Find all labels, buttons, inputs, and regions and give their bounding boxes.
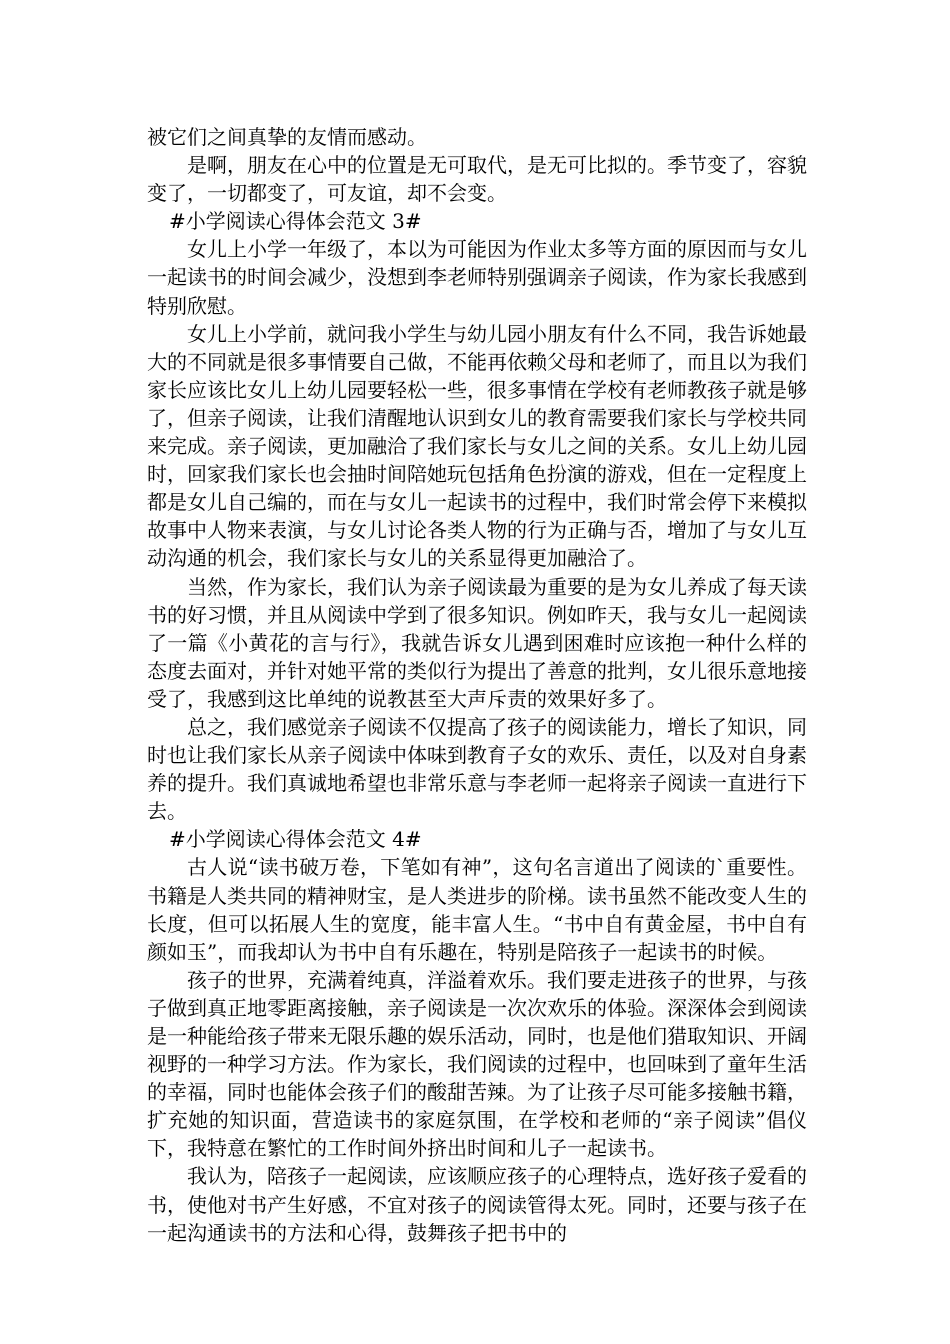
paragraph: 我认为，陪孩子一起阅读，应该顺应孩子的心理特点，选好孩子爱看的书，使他对书产生好感，不宜对孩子的阅读管得太死。同时，还要与孩子在一起沟通读书的方法和心得，鼓舞孩子把书中的 bbox=[147, 1164, 807, 1245]
paragraph: 女儿上小学前，就问我小学生与幼儿园小朋友有什么不同，我告诉她最大的不同就是很多事情要自己做，不能再依赖父母和老师了，而且以为我们家长应该比女儿上幼儿园要轻松一些，很多事情在学校有老师教孩子就是够了，但亲子阅读，让我们清醒地认识到女儿的教育需要我们家长与学校共同来完成。亲子阅读，更加融洽了我们家长与女儿之间的关系。女儿上幼儿园时，回家我们家长也会抽时间陪她玩包括角色扮演的游戏，但在一定程度上都是女儿自己编的，而在与女儿一起读书的过程中，我们时常会停下来模拟故事中人物来表演，与女儿讨论各类人物的行为正确与否，增加了与女儿互动沟通的机会，我们家长与女儿的关系显得更加融洽了。 bbox=[147, 321, 807, 571]
paragraph: 女儿上小学一年级了，本以为可能因为作业太多等方面的原因而与女儿一起读书的时间会减少，没想到李老师特别强调亲子阅读，作为家长我感到特别欣慰。 bbox=[147, 237, 807, 318]
paragraph: 是啊，朋友在心中的位置是无可取代，是无可比拟的。季节变了，容貌变了，一切都变了，可友谊，却不会变。 bbox=[147, 153, 807, 206]
paragraph: 古人说“读书破万卷，下笔如有神”，这句名言道出了阅读的`重要性。书籍是人类共同的精神财宝，是人类进步的阶梯。读书虽然不能改变人生的长度，但可以拓展人生的宽度，能丰富人生。“书中自有黄金屋，书中自有颜如玉”，而我却认为书中自有乐趣在，特别是陪孩子一起读书的时候。 bbox=[147, 855, 807, 964]
section-heading: #小学阅读心得体会范文 4# bbox=[169, 827, 422, 852]
section-heading: #小学阅读心得体会范文 3# bbox=[169, 209, 422, 234]
paragraph-continuation: 被它们之间真挚的友情而感动。 bbox=[147, 125, 427, 149]
paragraph: 当然，作为家长，我们认为亲子阅读最为重要的是为女儿养成了每天读书的好习惯，并且从阅读中学到了很多知识。例如昨天，我与女儿一起阅读了一篇《小黄花的言与行》，我就告诉女儿遇到困难时应该抱一种什么样的态度去面对，并针对她平常的类似行为提出了善意的批判，女儿很乐意地接受了，我感到这比单纯的说教甚至大声斥责的效果好多了。 bbox=[147, 574, 807, 711]
document-body bbox=[147, 123, 807, 1247]
paragraph: 孩子的世界，充满着纯真，洋溢着欢乐。我们要走进孩子的世界，与孩子做到真正地零距离接触，亲子阅读是一次次欢乐的体验。深深体会到阅读是一种能给孩子带来无限乐趣的娱乐活动，同时，也是他们猎取知识、开阔视野的一种学习方法。作为家长，我们阅读的过程中，也回味到了童年生活的幸福，同时也能体会孩子们的酸甜苦辣。为了让孩子尽可能多接触书籍，扩充她的知识面，营造读书的家庭氛围，在学校和老师的“亲子阅读”倡仪下，我特意在繁忙的工作时间外挤出时间和儿子一起读书。 bbox=[147, 967, 807, 1161]
paragraph: 总之，我们感觉亲子阅读不仅提高了孩子的阅读能力，增长了知识，同时也让我们家长从亲子阅读中体味到教育子女的欢乐、责任，以及对自身素养的提升。我们真诚地希望也非常乐意与李老师一起将亲子阅读一直进行下去。 bbox=[147, 714, 807, 824]
